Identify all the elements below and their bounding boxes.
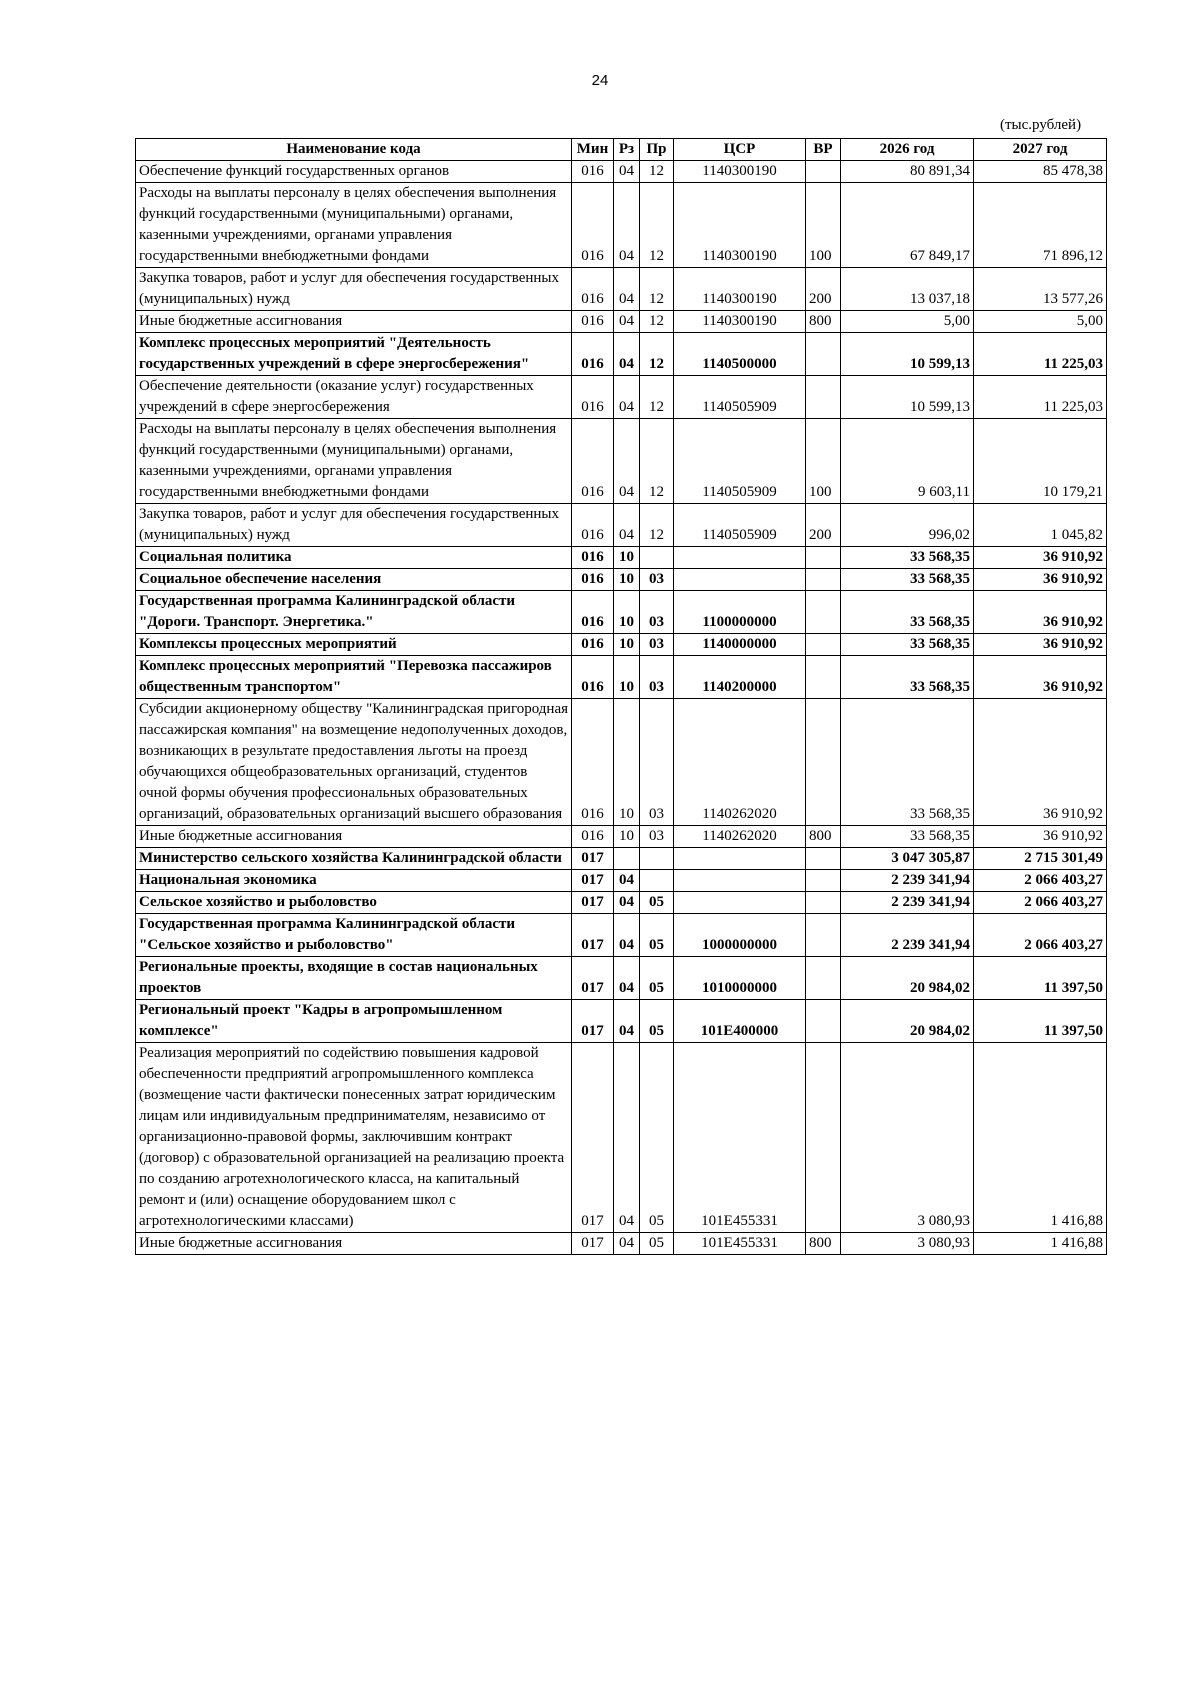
cell-2027: 36 910,92 [974,634,1107,656]
cell-name: Комплексы процессных мероприятий [136,634,572,656]
cell-min: 016 [572,569,614,591]
cell-csr [674,848,806,870]
cell-vr [806,1043,841,1233]
cell-rz: 10 [614,634,640,656]
cell-min: 016 [572,161,614,183]
table-header-row [136,139,1107,161]
cell-2027: 2 066 403,27 [974,892,1107,914]
cell-min: 017 [572,1043,614,1233]
table-row [136,419,1107,504]
cell-rz: 10 [614,547,640,569]
cell-vr: 200 [806,504,841,547]
cell-min: 016 [572,591,614,634]
cell-2026: 33 568,35 [841,569,974,591]
cell-2026: 33 568,35 [841,547,974,569]
cell-vr [806,1000,841,1043]
table-row [136,183,1107,268]
cell-vr [806,547,841,569]
cell-csr: 1140300190 [674,311,806,333]
cell-2027: 36 910,92 [974,569,1107,591]
cell-name: Иные бюджетные ассигнования [136,311,572,333]
cell-2027: 11 225,03 [974,376,1107,419]
cell-csr: 1140300190 [674,183,806,268]
cell-2027: 1 416,88 [974,1233,1107,1255]
cell-min: 016 [572,419,614,504]
header-rz: Рз [614,139,640,161]
table-row [136,504,1107,547]
cell-csr: 101Е455331 [674,1043,806,1233]
cell-rz: 04 [614,311,640,333]
table-row [136,1000,1107,1043]
cell-2026: 33 568,35 [841,826,974,848]
cell-name: Обеспечение функций государственных органов [136,161,572,183]
cell-min: 016 [572,656,614,699]
cell-pr [640,547,674,569]
cell-pr: 03 [640,634,674,656]
cell-vr: 800 [806,1233,841,1255]
cell-vr [806,699,841,826]
table-body [136,161,1107,1255]
cell-min: 016 [572,634,614,656]
cell-2027: 36 910,92 [974,591,1107,634]
cell-rz: 04 [614,957,640,1000]
cell-vr [806,914,841,957]
cell-name: Реализация мероприятий по содействию повышения кадровой обеспеченности предприятий агропромышленного комплекса (возмещение части фактически понесенных затрат юридическим лицам или индивидуальным предпринимателям, независимо от организационно-правовой формы, заключившим контракт (договор) с образовательной организацией на реализацию проекта по созданию агротехнологического класса, на капитальный ремонт и (или) оснащение оборудованием школ с агротехнологическими классами) [136,1043,572,1233]
cell-min: 017 [572,1000,614,1043]
cell-pr: 05 [640,892,674,914]
cell-2027: 11 397,50 [974,957,1107,1000]
cell-name: Региональные проекты, входящие в состав национальных проектов [136,957,572,1000]
cell-2026: 3 080,93 [841,1233,974,1255]
cell-name: Социальная политика [136,547,572,569]
cell-2027: 5,00 [974,311,1107,333]
cell-pr: 03 [640,591,674,634]
cell-2026: 5,00 [841,311,974,333]
table-row [136,634,1107,656]
cell-min: 016 [572,311,614,333]
cell-vr: 100 [806,183,841,268]
cell-2027: 85 478,38 [974,161,1107,183]
cell-min: 017 [572,914,614,957]
table-row [136,957,1107,1000]
cell-min: 017 [572,848,614,870]
cell-rz: 10 [614,569,640,591]
cell-rz [614,848,640,870]
cell-rz: 04 [614,268,640,311]
cell-2027: 36 910,92 [974,826,1107,848]
cell-name: Иные бюджетные ассигнования [136,826,572,848]
table-row [136,870,1107,892]
cell-csr [674,547,806,569]
cell-min: 017 [572,957,614,1000]
cell-name: Национальная экономика [136,870,572,892]
cell-2027: 36 910,92 [974,699,1107,826]
cell-2026: 10 599,13 [841,376,974,419]
cell-min: 016 [572,183,614,268]
cell-2026: 33 568,35 [841,656,974,699]
cell-rz: 04 [614,870,640,892]
cell-rz: 04 [614,183,640,268]
cell-name: Государственная программа Калининградской области "Сельское хозяйство и рыболовство" [136,914,572,957]
cell-rz: 10 [614,656,640,699]
cell-vr: 800 [806,311,841,333]
cell-pr: 12 [640,504,674,547]
budget-table [135,138,1107,1255]
cell-2027: 71 896,12 [974,183,1107,268]
table-row [136,376,1107,419]
cell-csr: 1000000000 [674,914,806,957]
cell-pr: 12 [640,419,674,504]
table-row [136,892,1107,914]
cell-pr: 12 [640,268,674,311]
cell-vr [806,333,841,376]
cell-2026: 9 603,11 [841,419,974,504]
cell-2027: 11 397,50 [974,1000,1107,1043]
cell-pr [640,848,674,870]
cell-csr: 1140000000 [674,634,806,656]
cell-2027: 36 910,92 [974,656,1107,699]
table-row [136,547,1107,569]
header-pr: Пр [640,139,674,161]
cell-2027: 2 066 403,27 [974,870,1107,892]
cell-csr [674,870,806,892]
cell-2027: 1 416,88 [974,1043,1107,1233]
cell-rz: 04 [614,419,640,504]
cell-name: Закупка товаров, работ и услуг для обеспечения государственных (муниципальных) нужд [136,504,572,547]
cell-vr [806,892,841,914]
cell-pr: 12 [640,311,674,333]
cell-rz: 04 [614,1043,640,1233]
cell-csr: 1140505909 [674,419,806,504]
cell-csr [674,892,806,914]
table-row [136,268,1107,311]
cell-vr: 200 [806,268,841,311]
cell-vr [806,634,841,656]
cell-2027: 2 715 301,49 [974,848,1107,870]
cell-2026: 13 037,18 [841,268,974,311]
cell-min: 016 [572,376,614,419]
table-row [136,569,1107,591]
cell-2026: 33 568,35 [841,634,974,656]
table-row [136,161,1107,183]
header-name: Наименование кода [136,139,572,161]
cell-2026: 2 239 341,94 [841,892,974,914]
cell-name: Комплекс процессных мероприятий "Деятельность государственных учреждений в сфере энергосбережения" [136,333,572,376]
cell-vr [806,848,841,870]
cell-rz: 10 [614,591,640,634]
page-number: 24 [591,72,609,89]
cell-min: 017 [572,892,614,914]
cell-csr: 1140300190 [674,268,806,311]
cell-name: Комплекс процессных мероприятий "Перевозка пассажиров общественным транспортом" [136,656,572,699]
cell-2027: 1 045,82 [974,504,1107,547]
cell-min: 016 [572,504,614,547]
table-row [136,333,1107,376]
cell-csr: 101Е455331 [674,1233,806,1255]
cell-name: Региональный проект "Кадры в агропромышленном комплексе" [136,1000,572,1043]
cell-csr: 1100000000 [674,591,806,634]
cell-pr: 05 [640,1043,674,1233]
cell-min: 017 [572,870,614,892]
cell-csr: 1140262020 [674,826,806,848]
cell-name: Министерство сельского хозяйства Калининградской области [136,848,572,870]
cell-2027: 2 066 403,27 [974,914,1107,957]
header-csr: ЦСР [674,139,806,161]
cell-name: Иные бюджетные ассигнования [136,1233,572,1255]
cell-name: Расходы на выплаты персоналу в целях обеспечения выполнения функций государственными (муниципальными) органами, казенными учреждениями, органами управления государственными внебюджетными фондами [136,419,572,504]
cell-rz: 10 [614,699,640,826]
units-note: (тыс.рублей) [1000,117,1082,133]
cell-vr [806,376,841,419]
cell-2026: 3 047 305,87 [841,848,974,870]
cell-name: Расходы на выплаты персоналу в целях обеспечения выполнения функций государственными (муниципальными) органами, казенными учреждениями, органами управления государственными внебюджетными фондами [136,183,572,268]
cell-min: 016 [572,547,614,569]
cell-name: Социальное обеспечение населения [136,569,572,591]
cell-vr [806,656,841,699]
cell-csr: 1140200000 [674,656,806,699]
table-row [136,699,1107,826]
table-row [136,591,1107,634]
header-2026: 2026 год [841,139,974,161]
cell-rz: 04 [614,161,640,183]
cell-vr: 100 [806,419,841,504]
cell-2026: 20 984,02 [841,1000,974,1043]
cell-vr [806,591,841,634]
cell-2026: 996,02 [841,504,974,547]
cell-2027: 13 577,26 [974,268,1107,311]
table-row [136,1233,1107,1255]
cell-csr: 1140505909 [674,504,806,547]
cell-name: Государственная программа Калининградской области "Дороги. Транспорт. Энергетика." [136,591,572,634]
table-row [136,848,1107,870]
table-row [136,914,1107,957]
cell-rz: 04 [614,333,640,376]
cell-pr [640,870,674,892]
header-min: Мин [572,139,614,161]
cell-pr: 03 [640,699,674,826]
table-row [136,826,1107,848]
cell-2026: 3 080,93 [841,1043,974,1233]
cell-rz: 04 [614,1000,640,1043]
cell-pr: 12 [640,161,674,183]
cell-min: 017 [572,1233,614,1255]
cell-2026: 2 239 341,94 [841,870,974,892]
cell-2027: 11 225,03 [974,333,1107,376]
cell-2026: 80 891,34 [841,161,974,183]
cell-pr: 12 [640,376,674,419]
cell-pr: 05 [640,914,674,957]
cell-csr: 101Е400000 [674,1000,806,1043]
cell-csr: 1140300190 [674,161,806,183]
cell-csr: 1140500000 [674,333,806,376]
cell-2026: 2 239 341,94 [841,914,974,957]
cell-csr: 1140505909 [674,376,806,419]
cell-pr: 03 [640,826,674,848]
cell-pr: 12 [640,333,674,376]
cell-2027: 36 910,92 [974,547,1107,569]
header-2027: 2027 год [974,139,1107,161]
cell-2027: 10 179,21 [974,419,1107,504]
cell-min: 016 [572,333,614,376]
cell-2026: 10 599,13 [841,333,974,376]
cell-rz: 04 [614,504,640,547]
cell-rz: 04 [614,1233,640,1255]
cell-min: 016 [572,826,614,848]
cell-vr [806,569,841,591]
cell-vr [806,957,841,1000]
cell-csr [674,569,806,591]
cell-vr [806,870,841,892]
cell-2026: 67 849,17 [841,183,974,268]
cell-pr: 05 [640,1000,674,1043]
cell-2026: 33 568,35 [841,699,974,826]
cell-rz: 04 [614,892,640,914]
cell-rz: 04 [614,914,640,957]
cell-pr: 03 [640,569,674,591]
cell-name: Сельское хозяйство и рыболовство [136,892,572,914]
table-row [136,1043,1107,1233]
cell-csr: 1010000000 [674,957,806,1000]
cell-min: 016 [572,268,614,311]
cell-pr: 05 [640,957,674,1000]
cell-name: Субсидии акционерному обществу "Калининградская пригородная пассажирская компания" на возмещение недополученных доходов, возникающих в результате предоставления льготы на проезд обучающихся общеобразовательных организаций, студентов очной формы обучения профессиональных образовательных организаций, образовательных организаций высшего образования [136,699,572,826]
cell-rz: 10 [614,826,640,848]
table-row [136,656,1107,699]
cell-2026: 20 984,02 [841,957,974,1000]
cell-pr: 12 [640,183,674,268]
cell-pr: 03 [640,656,674,699]
cell-2026: 33 568,35 [841,591,974,634]
cell-pr: 05 [640,1233,674,1255]
header-vr: ВР [806,139,841,161]
cell-vr [806,161,841,183]
cell-vr: 800 [806,826,841,848]
cell-rz: 04 [614,376,640,419]
cell-csr: 1140262020 [674,699,806,826]
cell-name: Обеспечение деятельности (оказание услуг) государственных учреждений в сфере энергосбережения [136,376,572,419]
cell-name: Закупка товаров, работ и услуг для обеспечения государственных (муниципальных) нужд [136,268,572,311]
table-row [136,311,1107,333]
cell-min: 016 [572,699,614,826]
